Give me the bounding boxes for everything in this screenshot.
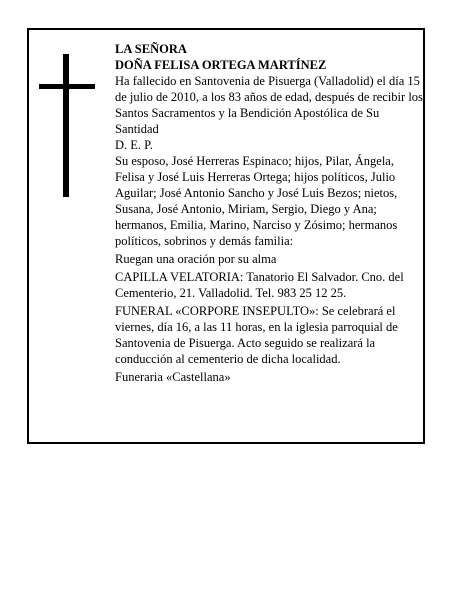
obituary-frame bbox=[27, 28, 425, 444]
family-list: Su esposo, José Herreras Espinaco; hijos, Pilar, Ángela, Felisa y José Luis Herreras Ortega; hijos políticos, Julio Aguilar; José Antonio Sancho y José Luis Bezos; nietos, Susana, José Antonio, Miriam, Sergio, Diego y Ana; hermanos, Emilia, Marino, Narciso y Zósimo; hermanos políticos, sobrinos y demás familia: bbox=[115, 154, 398, 248]
obituary-text bbox=[115, 41, 425, 385]
chapel-info: CAPILLA VELATORIA: Tanatorio El Salvador. Cno. del Cementerio, 21. Valladolid. Tel. 983 25 12 25. bbox=[115, 270, 404, 300]
deceased-name: DOÑA FELISA ORTEGA MARTÍNEZ bbox=[115, 58, 327, 72]
cross-horizontal-bar bbox=[39, 84, 95, 89]
funeral-info: FUNERAL «CORPORE INSEPULTO»: Se celebrará el viernes, día 16, a las 11 horas, en la iglesia parroquial de Santovenia de Pisuerga. Acto seguido se realizará la conducción al cementerio de dicha localidad. bbox=[115, 304, 398, 366]
cross-icon bbox=[39, 54, 95, 197]
title-line-1: LA SEÑORA bbox=[115, 42, 187, 56]
funeral-home: Funeraria «Castellana» bbox=[115, 370, 231, 384]
cross-vertical-bar bbox=[63, 54, 69, 197]
prayer-request: Ruegan una oración por su alma bbox=[115, 252, 277, 266]
rest-in-peace: D. E. P. bbox=[115, 138, 153, 152]
death-announcement: Ha fallecido en Santovenia de Pisuerga (Valladolid) el día 15 de julio de 2010, a los 83 años de edad, después de recibir los Santos Sacramentos y la Bendición Apostólica de Su Santidad bbox=[115, 74, 423, 136]
